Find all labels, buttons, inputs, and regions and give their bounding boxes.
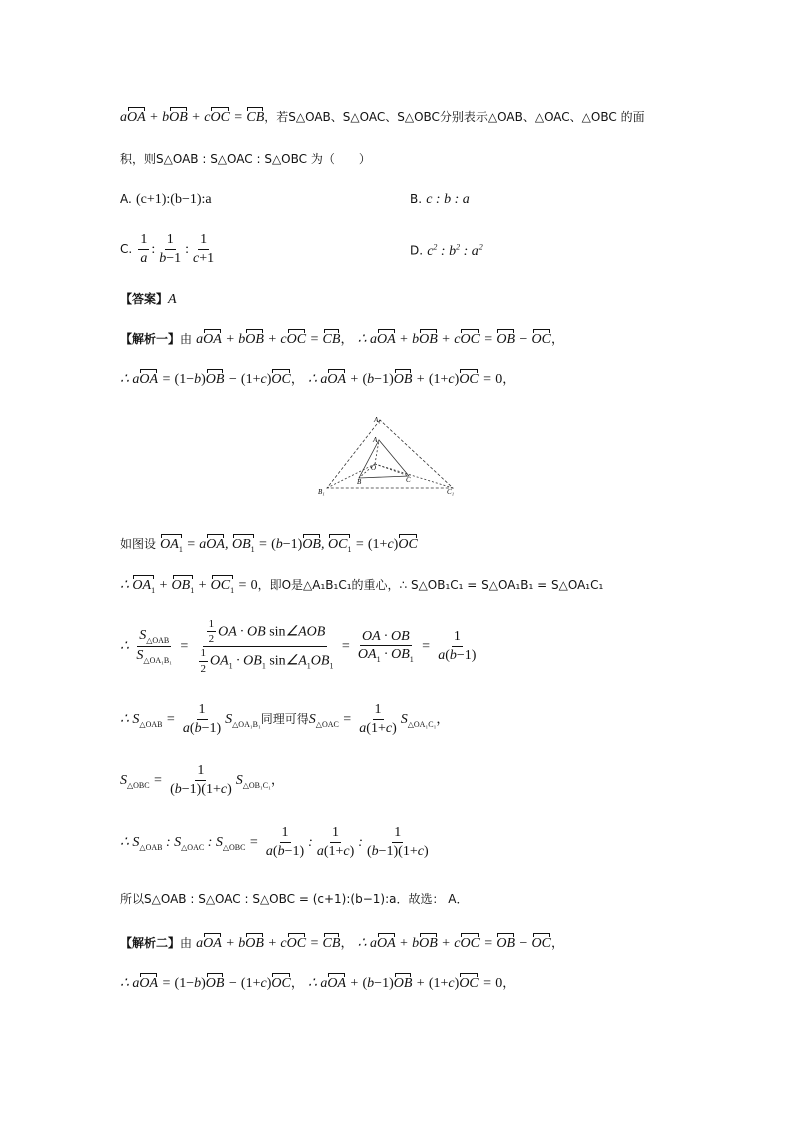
label-b1: B₁ bbox=[318, 488, 325, 496]
solution1-line-2: ∴ aOA = (1−b)OB − (1+c)OC， ∴ aOA + (b−1)OB + (1+c)OC = 0， bbox=[120, 372, 516, 387]
label-c: C bbox=[406, 476, 411, 484]
solution1-line-5: ∴ $\frac{S_{\triangle OAB}}{S_{\triangle OA_1B_1}}$ = $\frac{1}{2}$ OA · OB sin∠AOB $\frac{1}{2}$ $OA_1 \cdot OB_1$ $\sin\angle A_1OB_1$ = $\frac{OA \cdot OB}{OA_1 \cdot OB_1}$ = $\frac{1}{a(b-1)}$ bbox=[120, 618, 477, 675]
option-d: D. $c^2$ : $b^2$ : $a^2$ bbox=[410, 242, 483, 259]
solution1-line-8: ∴ $S_{\triangle OAB}$ : $S_{\triangle OAC}$ : $S_{\triangle OBC}$ = $\frac{1}{a(b-1)}$ : $\frac{1}{a(1+c)}$ : $\frac{1}{(b-1)(1+c)}$ bbox=[120, 825, 429, 859]
question-line-2: 积，则S△OAB : S△OAC : S△OBC 为（ ） bbox=[120, 152, 371, 166]
label-c1: C₁ bbox=[447, 488, 455, 496]
question-line-1: aOA + bOB + cOC = CB，若S△OAB、S△OAC、S△OBC分别表示△OAB、△OAC、△OBC 的面 bbox=[120, 110, 645, 125]
solution1-line-4: ∴ $OA_1 + OB_1 + OC_1 = 0$，即O是△A₁B₁C₁的重心，∴ S△OB₁C₁ = S△OA₁B₁ = S△OA₁C₁ bbox=[120, 578, 604, 595]
solution1-conclusion: 所以S△OAB : S△OAC : S△OBC = (c+1):(b−1):a．故选： A． bbox=[120, 892, 469, 906]
label-o: O bbox=[371, 464, 377, 472]
solution2-line-2: ∴ aOA = (1−b)OB − (1+c)OC， ∴ aOA + (b−1)OB + (1+c)OC = 0， bbox=[120, 976, 516, 991]
option-a: A. (c+1):(b−1):a bbox=[120, 192, 212, 207]
option-c: C. $\frac{1}{a}$ : $\frac{1}{b-1}$ : $\frac{1}{c+1}$ bbox=[120, 232, 215, 266]
solution1-line-3: 如图设 $OA_1$ = aOA, $OB_1 = (b-1)OB$, $OC_1 = (1+c)OC$ bbox=[120, 537, 418, 554]
solution1-line-6: ∴ $S_{\triangle OAB}$ = $\frac{1}{a(b-1)}$ $S_{\triangle OA_1B_1}$同理可得$S_{\triangle OAC}$ = $\frac{1}{a(1+c)}$ $S_{\triangle OA_1C_1}$， bbox=[120, 702, 450, 736]
solution2-line-1: 【解析二】由 aOA + bOB + cOC = CB， ∴ aOA + bOB + cOC = OB − OC， bbox=[120, 936, 564, 951]
option-b: B. c : b : a bbox=[410, 192, 470, 207]
answer-line: 【答案】A bbox=[120, 292, 177, 307]
label-a1: A₁ bbox=[374, 416, 381, 424]
question-intro: ，若S△OAB、S△OAC、S△OBC分别表示△OAB、△OAC、△OBC 的面 bbox=[264, 110, 645, 124]
triangle-figure bbox=[315, 412, 465, 502]
label-b: B bbox=[357, 478, 362, 486]
label-a: A bbox=[373, 436, 378, 444]
solution1-line-7: $S_{\triangle OBC}$ = $\frac{1}{(b-1)(1+c)}$ $S_{\triangle OB_1C_1}$， bbox=[120, 763, 284, 797]
solution1-line-1: 【解析一】由 aOA + bOB + cOC = CB， ∴ aOA + bOB + cOC = OB − OC， bbox=[120, 332, 564, 347]
